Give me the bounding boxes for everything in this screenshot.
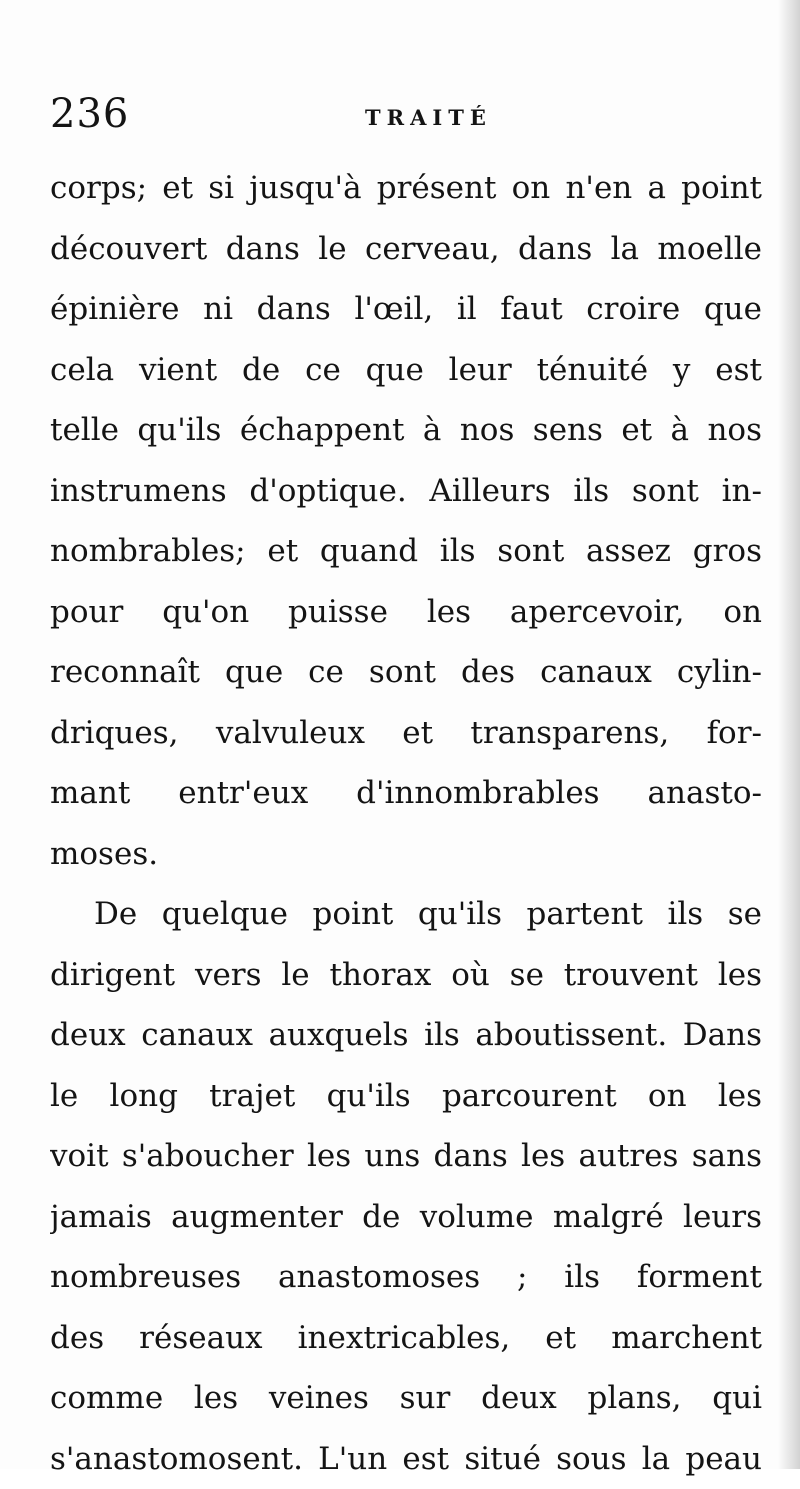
page-edge-shadow <box>778 0 800 1469</box>
text-line: jamais augmenter de volume malgré leurs <box>50 1187 762 1248</box>
text-line: épinière ni dans l'œil, il faut croire que <box>50 279 762 340</box>
text-line: cela vient de ce que leur ténuité y est <box>50 340 762 401</box>
text-line: comme les veines sur deux plans, qui <box>50 1368 762 1429</box>
text-line: voit s'aboucher les uns dans les autres sans <box>50 1126 762 1187</box>
text-line: nombreuses anastomoses ; ils forment <box>50 1247 762 1308</box>
text-line: pour qu'on puisse les apercevoir, on <box>50 582 762 643</box>
text-line: corps; et si jusqu'à présent on n'en a point <box>50 158 762 219</box>
text-line: nombrables; et quand ils sont assez gros <box>50 521 762 582</box>
text-line: mant entr'eux d'innombrables anasto- <box>50 763 762 824</box>
text-line: moses. <box>50 824 762 885</box>
page-number: 236 <box>50 88 129 140</box>
text-line: le long trajet qu'ils parcourent on les <box>50 1066 762 1127</box>
text-line: découvert dans le cerveau, dans la moelle <box>50 219 762 280</box>
body-text <box>50 158 762 1489</box>
text-line: De quelque point qu'ils partent ils se <box>50 884 762 945</box>
text-line: dirigent vers le thorax où se trouvent les <box>50 945 762 1006</box>
text-line: deux canaux auxquels ils aboutissent. Dans <box>50 1005 762 1066</box>
text-line: reconnaît que ce sont des canaux cylin- <box>50 642 762 703</box>
running-title: TRAITÉ <box>365 98 492 138</box>
text-line: driques, valvuleux et transparens, for- <box>50 703 762 764</box>
page-header <box>50 88 750 148</box>
text-line: s'anastomosent. L'un est situé sous la peau <box>50 1429 762 1489</box>
text-line: des réseaux inextricables, et marchent <box>50 1308 762 1369</box>
text-line: telle qu'ils échappent à nos sens et à nos <box>50 400 762 461</box>
text-line: instrumens d'optique. Ailleurs ils sont in- <box>50 461 762 522</box>
